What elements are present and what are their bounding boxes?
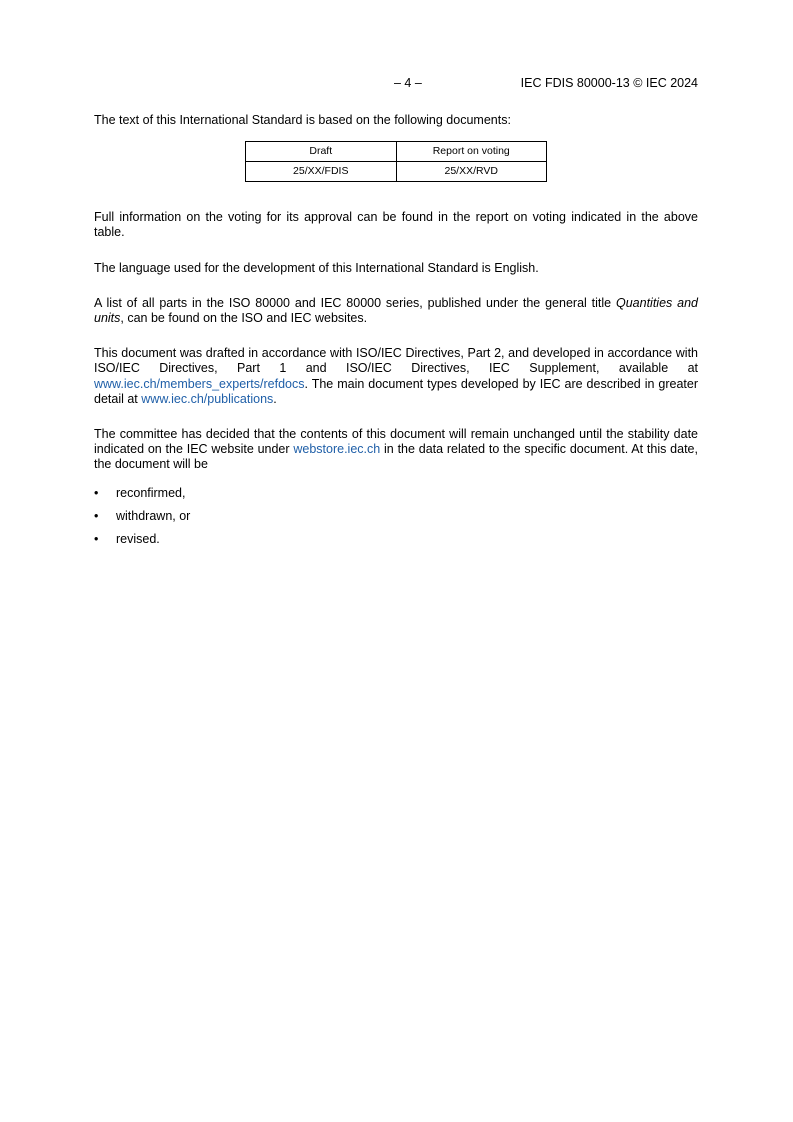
document-reference: IEC FDIS 80000-13 © IEC 2024 [520,76,698,90]
stability-text-end: in the data related to the specific document. At this date, the document will be [94,442,698,472]
table-row [246,162,547,182]
parts-list-paragraph [94,296,698,326]
table-header-row [246,142,547,162]
cell-rvd-value: 25/XX/RVD [396,162,547,182]
bullet-icon: • [94,532,99,547]
column-header-report-on-voting: Report on voting [396,142,547,162]
bullet-icon: • [94,485,99,500]
bullet-icon: • [94,508,99,523]
directives-paragraph [94,346,698,407]
list-item [94,532,698,547]
column-header-draft: Draft [246,142,397,162]
directives-text-middle: . The main document types developed by IEC are described in greater detail at [94,376,698,406]
series-title: Quantities and units [94,295,699,326]
stability-text-start: The committee has decided that the contents of this document will remain unchanged until the stability date indicated on the IEC website under [94,427,698,457]
parts-list-text-start: A list of all parts in the ISO 80000 and IEC 80000 series, published under the general title [94,295,616,310]
parts-list-text-end: , can be found on the ISO and IEC websites. [120,311,368,326]
list-item-text: reconfirmed, [116,485,186,500]
directives-text-start: This document was drafted in accordance with ISO/IEC Directives, Part 2, and developed in accordance with ISO/IEC Directives, Part 1 and ISO/IEC Directives, IEC Supplement, available at [94,346,698,376]
publications-link[interactable]: www.iec.ch/publications [141,391,274,406]
stability-paragraph [94,427,698,473]
list-item-text: revised. [116,532,160,547]
refdocs-link[interactable]: www.iec.ch/members_experts/refdocs [94,376,305,391]
voting-info-paragraph: Full information on the voting for its approval can be found in the report on voting indicated in the above table. [94,210,698,240]
webstore-link[interactable]: webstore.iec.ch [293,442,381,457]
language-paragraph: The language used for the development of this International Standard is English. [94,260,539,275]
list-item-text: withdrawn, or [116,508,191,523]
list-item [94,509,698,524]
directives-text-end: . [273,391,277,406]
cell-draft-value: 25/XX/FDIS [246,162,397,182]
list-item [94,486,698,501]
table-intro-paragraph: The text of this International Standard is based on the following documents: [94,113,511,127]
page-number: – 4 – [394,76,422,90]
document-outcome-list [94,486,698,548]
page-header [94,76,698,92]
voting-documents-table [245,141,547,182]
document-body [94,113,698,555]
